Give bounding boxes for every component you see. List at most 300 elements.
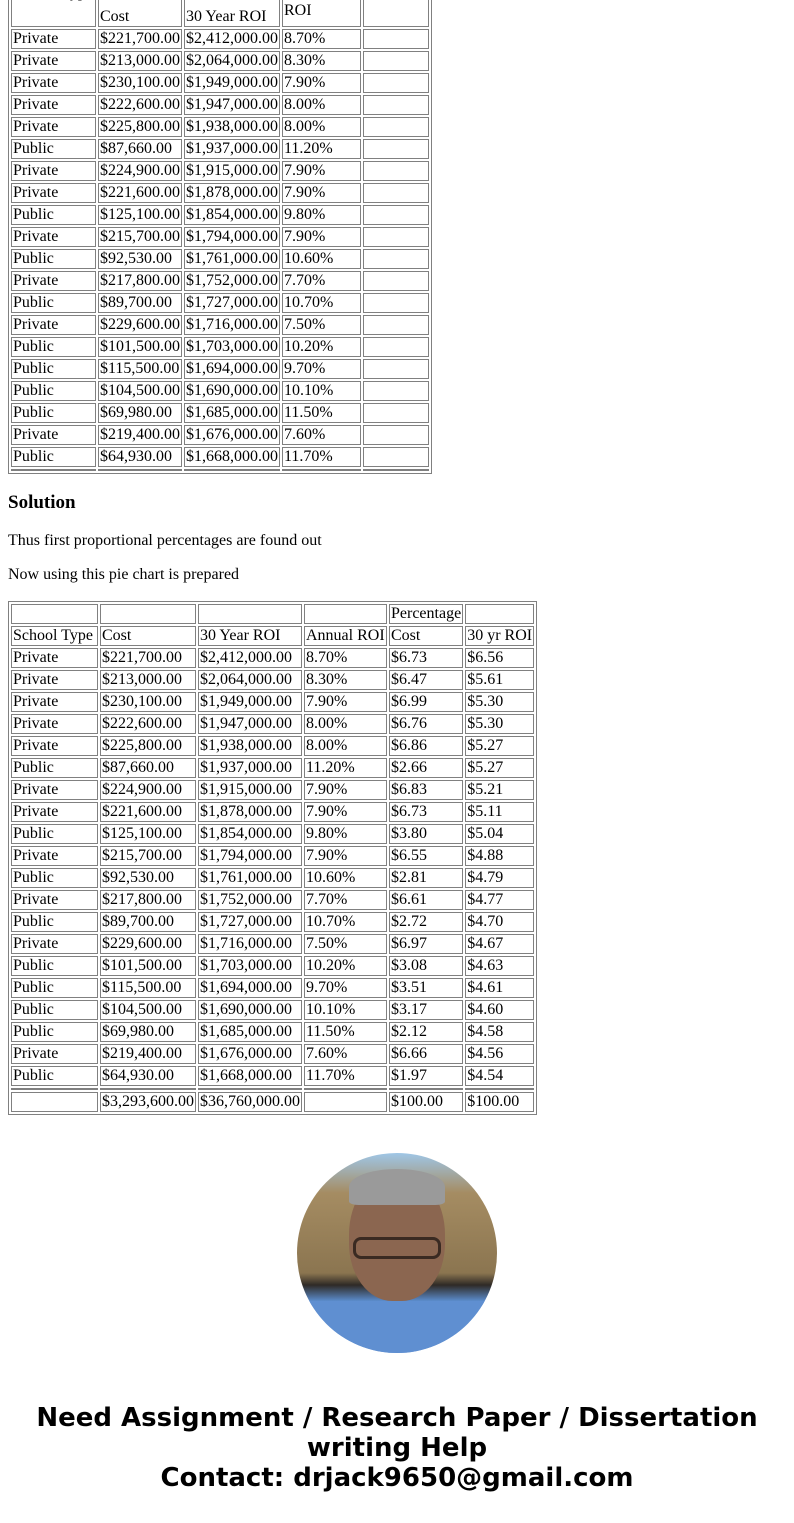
table-row — [11, 1044, 534, 1064]
table-super-header-row — [11, 604, 534, 624]
table-cell: $230,100.00 — [100, 692, 196, 712]
table-cell: $217,800.00 — [100, 272, 180, 289]
table-cell: ROI — [282, 0, 361, 27]
promo-banner — [0, 1403, 794, 1493]
table-cell — [363, 95, 429, 115]
table-row — [11, 293, 429, 313]
table-cell: $6.76 — [389, 714, 463, 734]
table-cell: $219,400.00 — [100, 1044, 196, 1064]
table-cell: 7.70% — [282, 271, 361, 291]
table-cell: Private — [11, 692, 98, 712]
table-cell: $215,700.00 — [100, 228, 180, 245]
table-cell — [11, 469, 96, 471]
table-cell: $221,700.00 — [100, 30, 180, 47]
table-cell: 8.00% — [304, 714, 387, 734]
table-cell: $219,400.00 — [100, 426, 180, 443]
table-separator-row — [11, 469, 429, 471]
table-cell — [363, 249, 429, 269]
table-cell — [100, 1088, 196, 1090]
table-cell: 7.90% — [282, 73, 361, 93]
table-cell: $5.27 — [465, 758, 534, 778]
table-cell: $1,703,000.00 — [198, 956, 302, 976]
table-cell — [98, 469, 182, 471]
table-cell: $1,938,000.00 — [198, 736, 302, 756]
table-cell: Private — [11, 271, 96, 291]
table-cell: $92,530.00 — [98, 249, 182, 269]
solution-text-1: Thus first proportional percentages are found out — [8, 532, 322, 549]
table-cell: $213,000.00 — [100, 670, 196, 690]
table-cell: 9.80% — [282, 205, 361, 225]
table-cell: $215,700.00 — [100, 846, 196, 866]
table-cell: $6.83 — [389, 780, 463, 800]
table-row — [11, 95, 429, 115]
table-cell: $1,761,000.00 — [198, 868, 302, 888]
table-cell: Private — [11, 425, 96, 445]
table-cell: $4.61 — [465, 978, 534, 998]
table-cell: $1,915,000.00 — [198, 780, 302, 800]
table-cell: 7.60% — [282, 425, 361, 445]
table-cell: $89,700.00 — [98, 293, 182, 313]
table-cell — [304, 604, 387, 624]
table-row — [11, 381, 429, 401]
table-cell: $64,930.00 — [100, 1066, 196, 1086]
table-cell: $5.21 — [465, 780, 534, 800]
table-cell: $1,690,000.00 — [198, 1000, 302, 1020]
table-cell — [363, 73, 429, 93]
table-cell: $2,412,000.00 — [198, 648, 302, 668]
table-cell: $2,064,000.00 — [186, 52, 278, 69]
table-cell: $222,600.00 — [100, 96, 180, 113]
table-row — [11, 249, 429, 269]
table-cell — [363, 293, 429, 313]
table-row — [11, 978, 534, 998]
table-cell: $2.12 — [389, 1022, 463, 1042]
table-cell — [363, 0, 429, 27]
table-cell: $101,500.00 — [100, 338, 180, 355]
table-header-row — [11, 0, 429, 27]
glasses-shape — [353, 1237, 441, 1259]
table-cell: Private — [11, 802, 98, 822]
table-cell: 7.90% — [304, 846, 387, 866]
table-row — [11, 337, 429, 357]
table-cell: $230,100.00 — [100, 74, 180, 91]
table-cell: Private — [11, 648, 98, 668]
table-cell: Cost — [389, 626, 463, 646]
table-cell — [363, 51, 429, 71]
table-cell: 8.30% — [304, 670, 387, 690]
table-cell: Public — [11, 912, 98, 932]
table-cell: 7.50% — [282, 315, 361, 335]
table-cell: $1,716,000.00 — [198, 934, 302, 954]
table-cell: 11.50% — [282, 403, 361, 423]
table-cell: $4.56 — [465, 1044, 534, 1064]
table-row — [11, 648, 534, 668]
table-row — [11, 139, 429, 159]
table-cell — [100, 604, 196, 624]
table-cell: Public — [11, 1000, 98, 1020]
table-cell: 10.70% — [304, 912, 387, 932]
promo-line-2: writing Help — [306, 1433, 488, 1463]
table-row — [11, 315, 429, 335]
table-cell — [363, 337, 429, 357]
table-cell: 7.90% — [282, 161, 361, 181]
table-row — [11, 868, 534, 888]
table-cell: $1,794,000.00 — [198, 846, 302, 866]
table-cell: $1,915,000.00 — [186, 162, 278, 179]
table-cell: $104,500.00 — [100, 382, 180, 399]
table-cell: $89,700.00 — [100, 912, 196, 932]
table-row — [11, 780, 534, 800]
table-row — [11, 890, 534, 910]
table-cell — [11, 604, 98, 624]
table-cell: Public — [11, 956, 98, 976]
table-cell — [389, 1088, 463, 1090]
table-cell: $5.27 — [465, 736, 534, 756]
table-cell: Private — [11, 227, 96, 247]
table-cell: $2.72 — [389, 912, 463, 932]
table-cell: $4.54 — [465, 1066, 534, 1086]
table-row — [11, 1022, 534, 1042]
table-cell: 30 yr ROI — [465, 626, 534, 646]
table-cell — [11, 1092, 98, 1112]
promo-line-1: Need Assignment / Research Paper / Dissertation — [36, 1403, 758, 1433]
table-cell: $1,703,000.00 — [186, 338, 278, 355]
data-table-percentages — [8, 601, 537, 1115]
table-cell: 11.20% — [282, 139, 361, 159]
table-cell: Percentage — [391, 605, 462, 622]
table-cell: 9.70% — [282, 359, 361, 379]
table-cell: $5.04 — [465, 824, 534, 844]
table-cell: Private — [11, 890, 98, 910]
table-cell: $115,500.00 — [98, 359, 182, 379]
table-cell: $2,412,000.00 — [186, 30, 278, 47]
table-cell — [198, 604, 302, 624]
table-row — [11, 183, 429, 203]
table-cell: 8.70% — [304, 648, 387, 668]
table-cell: $221,600.00 — [100, 802, 196, 822]
table-cell: $6.56 — [465, 648, 534, 668]
table-cell: $1,694,000.00 — [186, 360, 278, 377]
table-cell: $87,660.00 — [98, 139, 182, 159]
table-row — [11, 846, 534, 866]
table-cell: $101,500.00 — [100, 956, 196, 976]
table-cell: 11.20% — [304, 758, 387, 778]
table-cell: $100.00 — [465, 1092, 534, 1112]
table-cell: Public — [11, 978, 98, 998]
table-cell: $4.70 — [465, 912, 534, 932]
table-cell — [363, 205, 429, 225]
table-cell — [11, 0, 96, 27]
table-row — [11, 227, 429, 247]
table-cell: 10.60% — [282, 249, 361, 269]
table-cell: $4.67 — [465, 934, 534, 954]
table-cell: Cost — [98, 0, 182, 27]
table-cell: $2,064,000.00 — [198, 670, 302, 690]
table-cell: 8.70% — [282, 29, 361, 49]
table-cell: $92,530.00 — [100, 868, 196, 888]
table-cell: Public — [11, 1022, 98, 1042]
table-cell: $1,761,000.00 — [186, 250, 278, 267]
table-cell: Public — [11, 249, 96, 269]
table-cell: $1,752,000.00 — [186, 272, 278, 289]
table-row — [11, 1066, 534, 1086]
table-cell: $1,685,000.00 — [198, 1022, 302, 1042]
table-cell: 8.00% — [282, 95, 361, 115]
table-cell: $225,800.00 — [100, 118, 180, 135]
table-cell: $1,938,000.00 — [186, 118, 278, 135]
table-cell: $5.11 — [465, 802, 534, 822]
table-row — [11, 824, 534, 844]
table-cell: $1,668,000.00 — [186, 448, 278, 465]
table-cell — [465, 1088, 534, 1090]
table-row — [11, 425, 429, 445]
table-cell: $224,900.00 — [100, 162, 180, 179]
table-cell: $4.58 — [465, 1022, 534, 1042]
table-cell: $3.80 — [389, 824, 463, 844]
table-cell: $1,668,000.00 — [198, 1066, 302, 1086]
table-cell: Public — [11, 381, 96, 401]
table-cell — [363, 469, 429, 471]
table-cell: $221,600.00 — [100, 184, 180, 201]
table-cell: $1,937,000.00 — [198, 758, 302, 778]
table-cell: Private — [11, 934, 98, 954]
table-cell: $6.86 — [389, 736, 463, 756]
table-cell: $125,100.00 — [100, 824, 196, 844]
table-cell: Cost — [100, 626, 196, 646]
table-row — [11, 714, 534, 734]
table-cell: Private — [11, 73, 96, 93]
table-cell: $224,900.00 — [100, 780, 196, 800]
table-cell: $1,676,000.00 — [198, 1044, 302, 1064]
table-cell: 8.00% — [282, 117, 361, 137]
table-cell: $125,100.00 — [100, 206, 180, 223]
table-cell: 30 Year ROI — [198, 626, 302, 646]
table-row — [11, 692, 534, 712]
table-cell: $1,676,000.00 — [186, 426, 278, 443]
table-cell: $229,600.00 — [100, 934, 196, 954]
table-cell: 7.60% — [304, 1044, 387, 1064]
table-row — [11, 51, 429, 71]
table-cell — [363, 183, 429, 203]
table-cell: 8.00% — [304, 736, 387, 756]
table-cell: $6.97 — [389, 934, 463, 954]
table-cell: $1.97 — [389, 1066, 463, 1086]
table-cell: 10.60% — [304, 868, 387, 888]
table-cell — [363, 29, 429, 49]
table-cell — [363, 161, 429, 181]
table-cell — [304, 1088, 387, 1090]
table-cell: Private — [11, 1044, 98, 1064]
hair-shape — [349, 1169, 445, 1205]
table-cell — [465, 604, 534, 624]
author-photo-avatar — [297, 1153, 497, 1353]
table-header-row — [11, 626, 534, 646]
table-cell: 7.70% — [304, 890, 387, 910]
table-cell: Public — [11, 1066, 98, 1086]
table-cell: 10.10% — [304, 1000, 387, 1020]
table-cell: $1,949,000.00 — [186, 74, 278, 91]
table-cell: $69,980.00 — [100, 1022, 196, 1042]
table-cell: $2.66 — [389, 758, 463, 778]
table-cell: Public — [11, 139, 96, 159]
table-row — [11, 117, 429, 137]
table-cell: $36,760,000.00 — [200, 1093, 300, 1110]
table-cell: Private — [11, 315, 96, 335]
table-cell: Private — [11, 670, 98, 690]
table-cell: 10.20% — [282, 337, 361, 357]
table-cell: $225,800.00 — [100, 736, 196, 756]
shirt-shape — [297, 1301, 497, 1353]
table-cell: 7.90% — [282, 227, 361, 247]
table-cell — [363, 425, 429, 445]
table-cell — [363, 359, 429, 379]
table-cell — [363, 381, 429, 401]
table-cell — [363, 447, 429, 467]
promo-line-3: Contact: drjack9650@gmail.com — [160, 1463, 634, 1493]
table-cell: 10.20% — [304, 956, 387, 976]
table-cell: $5.30 — [465, 692, 534, 712]
table-cell: 7.90% — [304, 780, 387, 800]
table-cell — [304, 1092, 387, 1112]
table-cell: 7.90% — [304, 802, 387, 822]
table-cell: $87,660.00 — [100, 758, 196, 778]
table-cell: $1,716,000.00 — [186, 316, 278, 333]
table-cell: $6.99 — [389, 692, 463, 712]
table-cell: $1,752,000.00 — [198, 890, 302, 910]
table-cell: $3,293,600.00 — [102, 1093, 194, 1110]
table-cell: $6.55 — [389, 846, 463, 866]
table-cell: Public — [11, 403, 96, 423]
table-cell: Private — [11, 117, 96, 137]
table-row — [11, 670, 534, 690]
table-cell — [282, 469, 361, 471]
solution-heading: Solution — [8, 492, 76, 513]
table-cell: Private — [11, 183, 96, 203]
table-cell: $1,854,000.00 — [186, 206, 278, 223]
table-cell: $221,700.00 — [100, 648, 196, 668]
table-cell — [11, 1088, 98, 1090]
table-cell: $1,694,000.00 — [198, 978, 302, 998]
table-cell: Private — [11, 780, 98, 800]
table-cell: $4.60 — [465, 1000, 534, 1020]
table-cell — [363, 315, 429, 335]
table-cell — [363, 227, 429, 247]
table-totals-row — [11, 1092, 534, 1112]
table-row — [11, 271, 429, 291]
table-cell — [184, 469, 280, 471]
table-cell: Public — [11, 758, 98, 778]
data-table-original — [8, 0, 432, 474]
table-cell: $3.51 — [389, 978, 463, 998]
table-cell: $6.66 — [389, 1044, 463, 1064]
table-cell: 11.50% — [304, 1022, 387, 1042]
table-cell: 30 Year ROI — [184, 0, 280, 27]
table-cell: 9.70% — [304, 978, 387, 998]
table-cell: $4.79 — [465, 868, 534, 888]
table-cell: Public — [11, 359, 96, 379]
table-cell: 11.70% — [304, 1066, 387, 1086]
table-cell: $1,947,000.00 — [186, 96, 278, 113]
table-cell: $1,685,000.00 — [186, 404, 278, 421]
table-cell: Private — [11, 29, 96, 49]
table-cell: $1,727,000.00 — [198, 912, 302, 932]
table-cell — [363, 139, 429, 159]
table-cell: School Type — [11, 626, 98, 646]
table-cell: Public — [11, 824, 98, 844]
table-row — [11, 403, 429, 423]
table-cell: 7.90% — [304, 692, 387, 712]
table-cell: $6.47 — [389, 670, 463, 690]
table-cell: $222,600.00 — [100, 714, 196, 734]
table-cell: $1,878,000.00 — [186, 184, 278, 201]
table-cell: Public — [11, 337, 96, 357]
table-cell: 10.70% — [282, 293, 361, 313]
table-row — [11, 736, 534, 756]
table-cell: $69,980.00 — [98, 403, 182, 423]
table-cell: Public — [11, 447, 96, 467]
table-cell: $1,947,000.00 — [198, 714, 302, 734]
table-cell: $1,949,000.00 — [198, 692, 302, 712]
table-cell: $1,854,000.00 — [198, 824, 302, 844]
table-row — [11, 912, 534, 932]
table-cell: 8.30% — [282, 51, 361, 71]
table-cell: $1,727,000.00 — [186, 294, 278, 311]
table-row — [11, 205, 429, 225]
table-cell: $104,500.00 — [100, 1000, 196, 1020]
table-cell — [363, 403, 429, 423]
table-cell: 10.10% — [282, 381, 361, 401]
table-cell: Private — [11, 736, 98, 756]
table-cell — [198, 1088, 302, 1090]
table-cell: $1,937,000.00 — [186, 140, 278, 157]
table-cell: Annual ROI — [304, 626, 387, 646]
table-row — [11, 956, 534, 976]
table-cell: Private — [11, 846, 98, 866]
table-cell: $5.61 — [465, 670, 534, 690]
table-cell: Private — [11, 714, 98, 734]
table-cell: $213,000.00 — [100, 52, 180, 69]
table-cell: Public — [11, 868, 98, 888]
table-cell: 11.70% — [282, 447, 361, 467]
table-cell: $64,930.00 — [98, 447, 182, 467]
table-cell: Public — [11, 293, 96, 313]
table-cell: 7.90% — [282, 183, 361, 203]
table-row — [11, 359, 429, 379]
table-cell: $6.73 — [389, 648, 463, 668]
table-cell: $115,500.00 — [100, 978, 196, 998]
table-row — [11, 934, 534, 954]
table-row — [11, 1000, 534, 1020]
table-cell — [363, 271, 429, 291]
table-row — [11, 758, 534, 778]
table-cell: 9.80% — [304, 824, 387, 844]
table-cell: $4.77 — [465, 890, 534, 910]
table-cell: Private — [11, 51, 96, 71]
table-row — [11, 29, 429, 49]
table-row — [11, 447, 429, 467]
table-cell: $3.17 — [389, 1000, 463, 1020]
table-cell: $1,878,000.00 — [198, 802, 302, 822]
table-cell: $229,600.00 — [100, 316, 180, 333]
table-cell: $2.81 — [389, 868, 463, 888]
solution-text-2: Now using this pie chart is prepared — [8, 566, 240, 583]
table-cell: Private — [11, 161, 96, 181]
table-cell: $6.73 — [389, 802, 463, 822]
table-cell: $6.61 — [389, 890, 463, 910]
table-separator-row — [11, 1088, 534, 1090]
table-cell: $4.88 — [465, 846, 534, 866]
table-row — [11, 802, 534, 822]
